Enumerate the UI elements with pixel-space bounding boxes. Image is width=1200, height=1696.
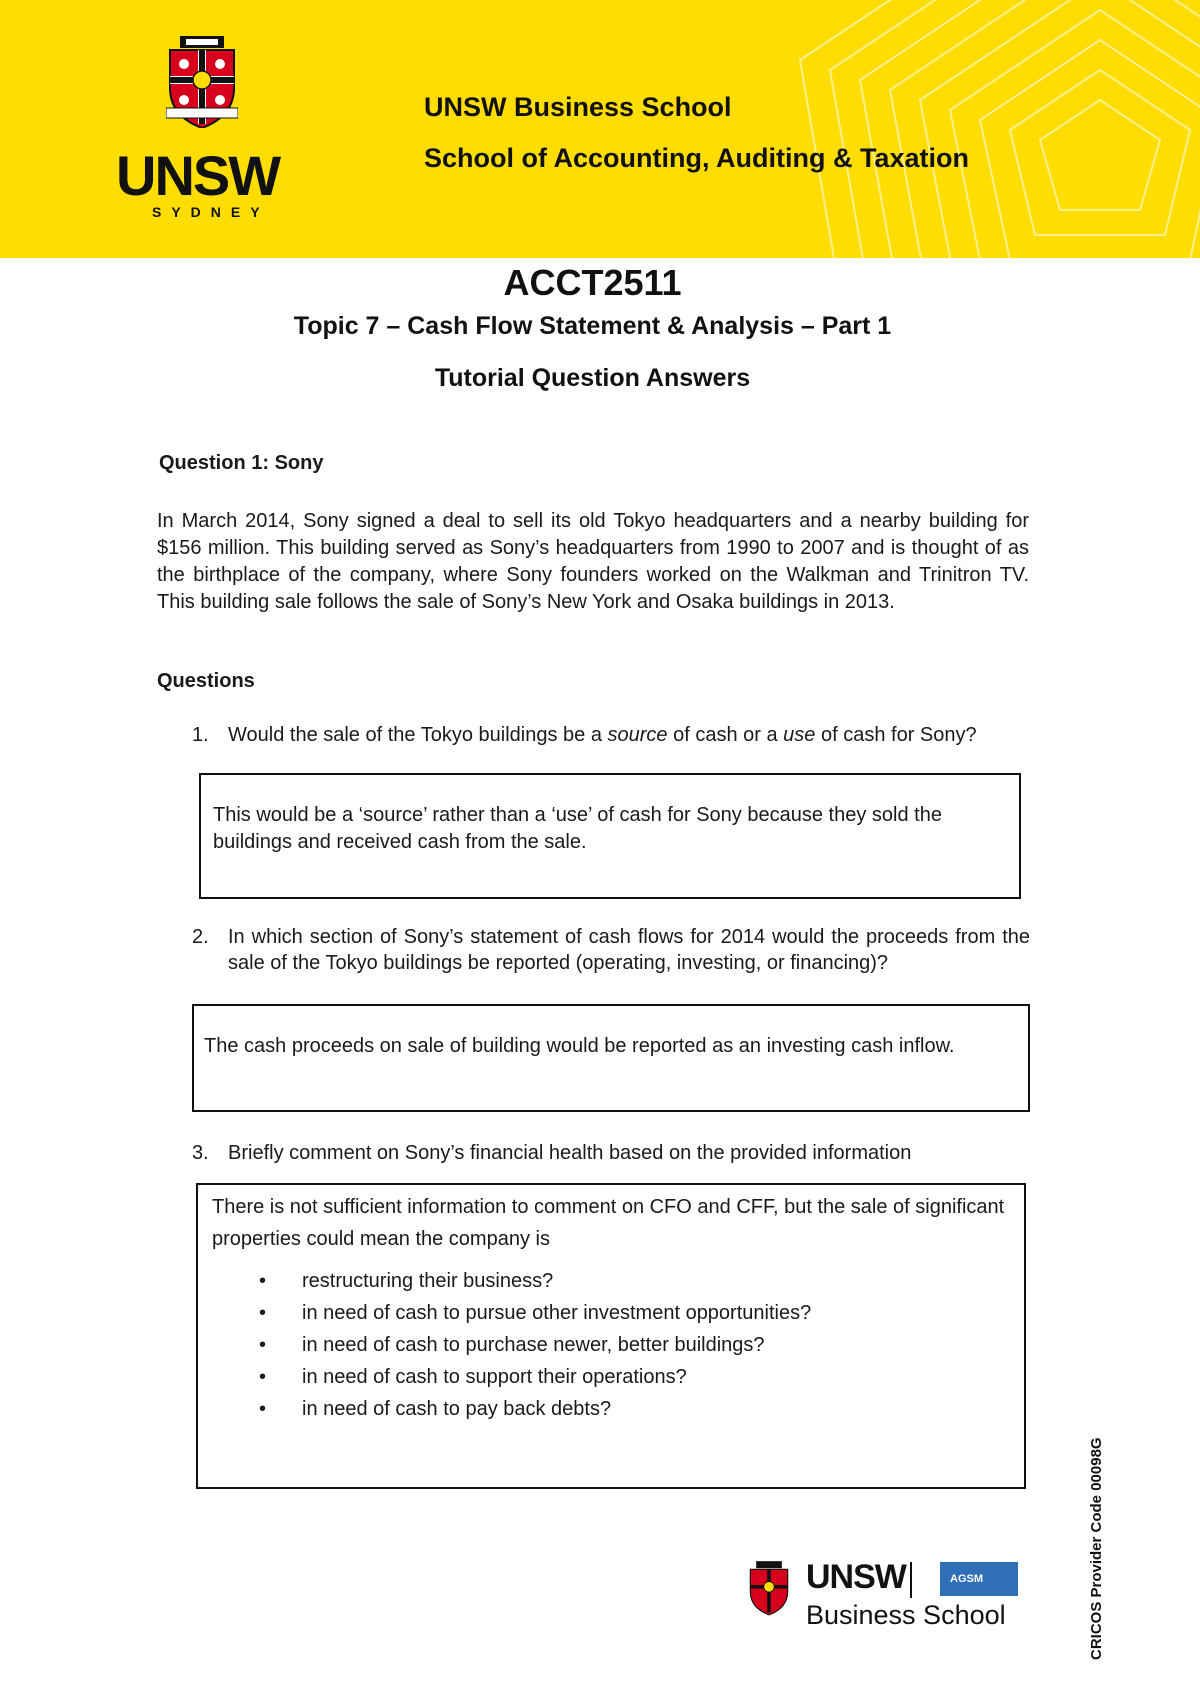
list-item-text: in need of cash to pay back debts? — [302, 1398, 612, 1420]
document-subtitle: Tutorial Question Answers — [434, 364, 751, 392]
sub-question-number: 2. — [192, 926, 209, 948]
emphasis-source: source — [607, 724, 668, 746]
question-heading: Question 1: Sony — [159, 452, 324, 474]
course-code: ACCT2511 — [503, 262, 682, 303]
sub-question-number: 3. — [192, 1142, 209, 1164]
text-segment: of cash for Sony? — [815, 724, 977, 746]
footer-business-school: Business School — [806, 1600, 1006, 1630]
bullet-icon: • — [259, 1398, 267, 1420]
list-item — [212, 1361, 1010, 1393]
answer-text: The cash proceeds on sale of building would be reported as an investing cash inflow. — [204, 1035, 955, 1057]
question-body: In March 2014, Sony signed a deal to sell its old Tokyo headquarters and a nearby building for $156 million. This building served as Sony’s headquarters from 1990 to 2007 and is thought of as the birthplace of the company, where Sony founders worked on the Walkman and Trinitron TV. This building sale follows the sale of Sony’s New York and Osaka buildings in 2013. — [157, 510, 1029, 613]
answer-box-1 — [199, 773, 1021, 899]
logo-subtext: SYDNEY — [152, 204, 270, 220]
list-item — [212, 1393, 1010, 1425]
bullet-icon: • — [259, 1366, 267, 1388]
list-item — [212, 1265, 1010, 1297]
sub-question-text — [228, 722, 1030, 748]
agsm-badge: AGSM — [940, 1562, 1018, 1596]
questions-heading: Questions — [157, 670, 255, 692]
list-item-text: in need of cash to pursue other investment opportunities? — [302, 1302, 812, 1324]
sub-question-3 — [192, 1140, 1030, 1166]
answer-intro: There is not sufficient information to comment on CFO and CFF, but the sale of significant properties could mean the company is — [212, 1196, 1005, 1250]
emphasis-use: use — [783, 724, 816, 746]
answer-text: This would be a ‘source’ rather than a ‘use’ of cash for Sony because they sold the buildings and received cash from the sale. — [213, 804, 942, 853]
list-item — [212, 1297, 1010, 1329]
sub-question-text: Briefly comment on Sony’s financial health based on the provided information — [228, 1142, 912, 1164]
header-band — [0, 0, 1200, 258]
answer-box-3 — [196, 1183, 1026, 1489]
footer-logo — [748, 1558, 1018, 1634]
school-name: UNSW Business School — [424, 92, 732, 122]
answer-box-2 — [192, 1004, 1030, 1112]
text-segment: of cash or a — [667, 724, 784, 746]
list-item-text: in need of cash to purchase newer, better buildings? — [302, 1334, 765, 1356]
sub-question-2 — [192, 924, 1030, 976]
geometric-pattern-decoration — [640, 0, 1200, 258]
footer-divider — [910, 1562, 912, 1598]
topic-title: Topic 7 – Cash Flow Statement & Analysis – Part 1 — [293, 312, 892, 340]
sub-question-text: In which section of Sony’s statement of cash flows for 2014 would the proceeds from the sale of the Tokyo buildings be reported (operating, investing, or financing)? — [228, 926, 1030, 974]
text-segment: Would the sale of the Tokyo buildings be a — [228, 724, 608, 746]
list-item-text: in need of cash to support their operations? — [302, 1366, 687, 1388]
department-name: School of Accounting, Auditing & Taxation — [424, 143, 969, 173]
unsw-crest-icon — [748, 1560, 790, 1616]
sub-question-1 — [192, 722, 1030, 748]
bullet-icon: • — [259, 1302, 267, 1324]
list-item-text: restructuring their business? — [302, 1270, 554, 1292]
list-item — [212, 1329, 1010, 1361]
answer-bullet-list — [212, 1265, 1010, 1425]
unsw-crest-icon — [166, 36, 238, 128]
cricos-code: CRICOS Provider Code 00098G — [1088, 1437, 1105, 1660]
footer-unsw-wordmark: UNSW — [806, 1558, 906, 1596]
bullet-icon: • — [259, 1334, 267, 1356]
logo-wordmark: UNSW — [116, 144, 280, 207]
bullet-icon: • — [259, 1270, 267, 1292]
sub-question-number: 1. — [192, 724, 209, 746]
